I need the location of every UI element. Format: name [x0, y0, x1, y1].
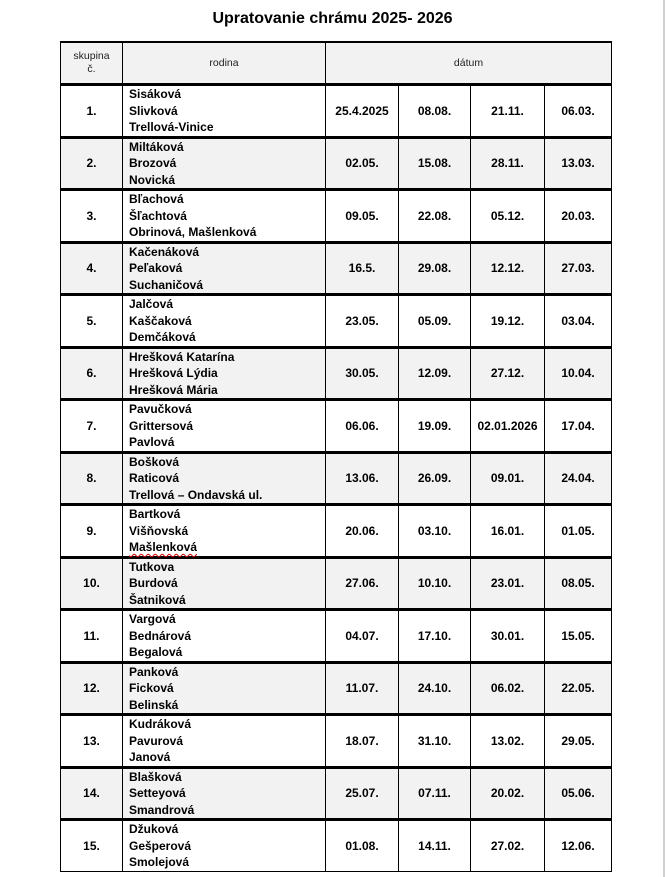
group-number: 3.	[61, 190, 123, 243]
table-row	[61, 505, 612, 558]
family-list	[123, 242, 326, 295]
table-row	[61, 610, 612, 663]
cleaning-date: 13.02.	[471, 715, 545, 768]
table-row	[61, 715, 612, 768]
cleaning-date: 16.5.	[326, 242, 399, 295]
cleaning-date: 01.08.	[326, 820, 399, 872]
table-row	[61, 662, 612, 715]
family-name: Trellová-Vinice	[129, 120, 214, 134]
cleaning-date: 01.05.	[545, 505, 612, 558]
family-name: Pavlová	[129, 435, 175, 449]
family-name: Novická	[129, 172, 176, 187]
cleaning-date: 29.05.	[545, 715, 612, 768]
family-name: Mašlenková	[129, 540, 198, 554]
group-number: 14.	[61, 767, 123, 820]
cleaning-date: 11.07.	[326, 662, 399, 715]
family-name: Bošková	[129, 454, 180, 469]
cleaning-date: 05.12.	[471, 190, 545, 243]
family-list	[123, 295, 326, 348]
cleaning-date: 05.09.	[399, 295, 471, 348]
family-name: Pavučková	[129, 402, 192, 416]
cleaning-date: 24.10.	[399, 662, 471, 715]
table-row	[61, 190, 612, 243]
cleaning-date: 20.03.	[545, 190, 612, 243]
family-name: Smolejová	[129, 855, 190, 869]
group-number: 1.	[61, 85, 123, 138]
group-number: 15.	[61, 820, 123, 872]
table-row	[61, 557, 612, 610]
cleaning-date: 22.08.	[399, 190, 471, 243]
table-row	[61, 400, 612, 453]
cleaning-date: 20.02.	[471, 767, 545, 820]
family-name: Kaščaková	[129, 313, 192, 328]
family-name: Belinská	[129, 697, 179, 712]
family-name: Begalová	[129, 645, 183, 659]
family-list	[123, 452, 326, 505]
family-name: Grittersová	[129, 418, 194, 433]
group-number: 12.	[61, 662, 123, 715]
family-name: Slivková	[129, 103, 178, 118]
cleaning-date: 03.04.	[545, 295, 612, 348]
cleaning-date: 12.12.	[471, 242, 545, 295]
family-name: Demčáková	[129, 330, 196, 344]
cleaning-date: 22.05.	[545, 662, 612, 715]
family-name: Burdová	[129, 576, 178, 590]
group-number: 6.	[61, 347, 123, 400]
cleaning-date: 23.05.	[326, 295, 399, 348]
table-header-row	[61, 42, 612, 85]
family-name: Džuková	[129, 822, 179, 836]
cleaning-date: 10.04.	[545, 347, 612, 400]
family-name: Vargová	[129, 612, 176, 626]
table-row	[61, 347, 612, 400]
family-list	[123, 715, 326, 768]
family-name: Kudráková	[129, 717, 192, 731]
cleaning-date: 14.11.	[399, 820, 471, 872]
cleaning-date: 02.05.	[326, 137, 399, 190]
cleaning-date: 27.02.	[471, 820, 545, 872]
family-name: Setteyová	[129, 786, 186, 800]
cleaning-date: 12.06.	[545, 820, 612, 872]
family-name: Hrešková Katarína	[129, 349, 235, 364]
cleaning-date: 06.02.	[471, 662, 545, 715]
family-name: Panková	[129, 664, 179, 679]
family-name: Sisáková	[129, 87, 182, 101]
cleaning-date: 20.06.	[326, 505, 399, 558]
family-list	[123, 505, 326, 558]
family-name: Pavurová	[129, 733, 184, 748]
group-number: 11.	[61, 610, 123, 663]
group-number: 10.	[61, 557, 123, 610]
cleaning-date: 06.06.	[326, 400, 399, 453]
table-row	[61, 85, 612, 138]
cleaning-date: 25.4.2025	[326, 85, 399, 138]
cleaning-date: 13.03.	[545, 137, 612, 190]
family-name: Blašková	[129, 769, 182, 784]
cleaning-date: 26.09.	[399, 452, 471, 505]
family-list	[123, 610, 326, 663]
family-name: Trellová – Ondavská ul.	[129, 487, 263, 502]
group-number: 4.	[61, 242, 123, 295]
cleaning-date: 19.12.	[471, 295, 545, 348]
family-name: Ficková	[129, 681, 174, 695]
family-name: Suchaničová	[129, 277, 204, 292]
family-list	[123, 557, 326, 610]
family-name: Gešperová	[129, 838, 192, 853]
cleaning-date: 15.05.	[545, 610, 612, 663]
table-row	[61, 242, 612, 295]
group-number: 13.	[61, 715, 123, 768]
cleaning-date: 15.08.	[399, 137, 471, 190]
header-group	[61, 42, 123, 85]
family-list	[123, 137, 326, 190]
family-name: Hrešková Mária	[129, 382, 218, 397]
cleaning-date: 05.06.	[545, 767, 612, 820]
cleaning-date: 29.08.	[399, 242, 471, 295]
group-number: 7.	[61, 400, 123, 453]
family-name: Šľachtová	[129, 208, 187, 223]
family-name: Tutkova	[129, 559, 175, 574]
family-name: Šatniková	[129, 592, 186, 607]
cleaning-date: 31.10.	[399, 715, 471, 768]
group-number: 8.	[61, 452, 123, 505]
cleaning-date: 08.05.	[545, 557, 612, 610]
cleaning-date: 03.10.	[399, 505, 471, 558]
cleaning-schedule-table	[60, 41, 612, 872]
family-name: Janová	[129, 750, 171, 764]
family-name: Smandrová	[129, 802, 195, 817]
cleaning-date: 09.01.	[471, 452, 545, 505]
header-group-label: skupina	[73, 50, 110, 62]
cleaning-date: 27.12.	[471, 347, 545, 400]
cleaning-date: 04.07.	[326, 610, 399, 663]
cleaning-date: 02.01.2026	[471, 400, 545, 453]
cleaning-date: 23.01.	[471, 557, 545, 610]
family-name: Peľaková	[129, 261, 183, 275]
cleaning-date: 24.04.	[545, 452, 612, 505]
table-row	[61, 452, 612, 505]
family-name: Miltáková	[129, 139, 184, 154]
cleaning-date: 08.08.	[399, 85, 471, 138]
header-group-label-line2: č.	[87, 63, 96, 75]
family-name: Kačenáková	[129, 244, 200, 259]
cleaning-date: 28.11.	[471, 137, 545, 190]
cleaning-date: 06.03.	[545, 85, 612, 138]
cleaning-date: 10.10.	[399, 557, 471, 610]
family-list	[123, 190, 326, 243]
cleaning-date: 18.07.	[326, 715, 399, 768]
cleaning-date: 25.07.	[326, 767, 399, 820]
cleaning-date: 30.01.	[471, 610, 545, 663]
cleaning-date: 12.09.	[399, 347, 471, 400]
family-list	[123, 85, 326, 138]
cleaning-date: 09.05.	[326, 190, 399, 243]
table-row	[61, 767, 612, 820]
cleaning-date: 13.06.	[326, 452, 399, 505]
family-list	[123, 767, 326, 820]
family-list	[123, 820, 326, 872]
document-title: Upratovanie chrámu 2025- 2026	[212, 10, 453, 27]
family-list	[123, 347, 326, 400]
header-date: dátum	[326, 42, 612, 85]
family-name: Višňovská	[129, 523, 189, 538]
header-family: rodina	[123, 42, 326, 85]
family-name: Brozová	[129, 156, 177, 170]
family-list	[123, 662, 326, 715]
family-name: Bartková	[129, 507, 181, 521]
cleaning-date: 21.11.	[471, 85, 545, 138]
family-name: Bľachová	[129, 192, 184, 206]
family-list	[123, 400, 326, 453]
table-row	[61, 137, 612, 190]
cleaning-date: 27.03.	[545, 242, 612, 295]
group-number: 5.	[61, 295, 123, 348]
family-name: Raticová	[129, 471, 180, 485]
family-name: Bednárová	[129, 628, 192, 643]
group-number: 9.	[61, 505, 123, 558]
family-name: Jalčová	[129, 297, 174, 311]
cleaning-date: 27.06.	[326, 557, 399, 610]
family-name: Hrešková Lýdia	[129, 366, 218, 380]
family-name: Obrinová, Mašlenková	[129, 225, 257, 239]
cleaning-date: 17.10.	[399, 610, 471, 663]
cleaning-date: 17.04.	[545, 400, 612, 453]
table-row	[61, 820, 612, 872]
group-number: 2.	[61, 137, 123, 190]
cleaning-date: 16.01.	[471, 505, 545, 558]
cleaning-date: 19.09.	[399, 400, 471, 453]
cleaning-date: 07.11.	[399, 767, 471, 820]
cleaning-date: 30.05.	[326, 347, 399, 400]
table-row	[61, 295, 612, 348]
